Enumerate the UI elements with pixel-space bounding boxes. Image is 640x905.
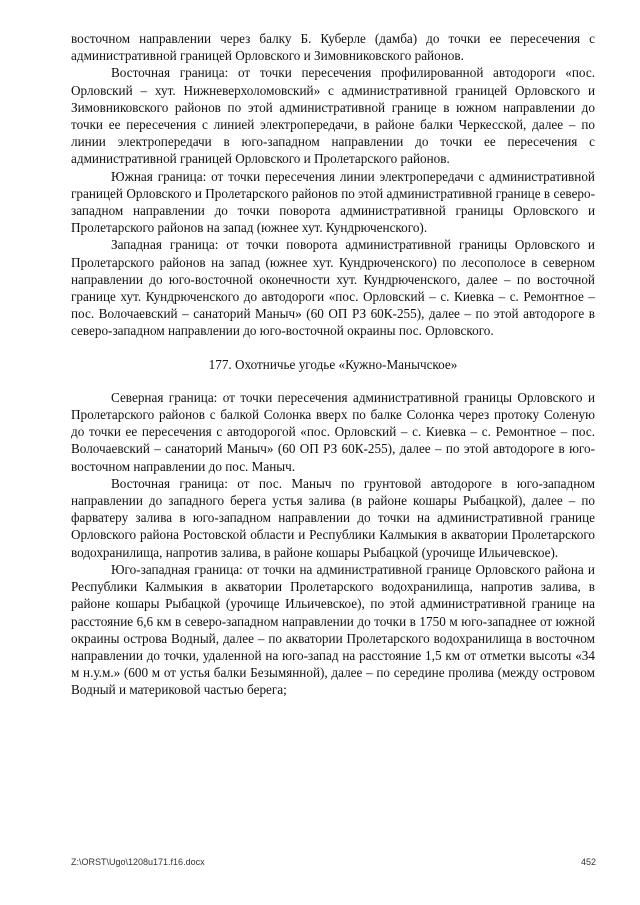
document-body [71,30,595,699]
paragraph: Юго-западная граница: от точки на административной границе Орловского района и Республики Калмыкия в акватории Пролетарского водохранилища, напротив залива, в районе кошары Рыбацкой (урочище Ильичевское), по этой административной границе на расстояние 6,6 км в северо-западном направлении до точки в 1750 м юго-западнее от южной окраины острова Водный, далее – по акватории Пролетарского водохранилища в восточном направлении до точки, удаленной на юго-запад на расстояние 1,5 км от отметки высоты «34 м н.у.м.» (600 м от устья балки Безымянной), далее – по середине пролива (между островом Водный и материковой частью берега; [71,561,595,698]
paragraph: Северная граница: от точки пересечения административной границы Орловского и Пролетарского районов с балкой Солонка вверх по балке Солонка через протоку Соленую до точки ее пересечения с автодорогой «пос. Орловский – с. Киевка – с. Ремонтное – пос. Волочаевский – санаторий Маныч» (60 ОП РЗ 60К-255), далее – по этой автодороге в юго-восточном направлении до пос. Маныч. [71,389,595,474]
footer-page-number: 452 [580,857,596,867]
paragraph: Западная граница: от точки поворота административной границы Орловского и Пролетарского районов на запад (южнее хут. Кундрюченского) по лесополосе в северном направлении до юго-восточной оконечности хут. Кундрюченского, далее – по восточной границе хут. Кундрюченского до автодороги «пос. Орловский – с. Киевка – с. Ремонтное – пос. Волочаевский – санаторий Маныч» (60 ОП РЗ 60К-255), далее – по этой автодороге в северо-западном направлении до юго-восточной окраины пос. Орловского. [71,237,595,339]
section-heading: 177. Охотничье угодье «Кужно-Манычское» [208,356,458,372]
footer-file-path: Z:\ORST\Ugo\1208u171.f16.docx [71,857,205,867]
paragraph: Восточная граница: от пос. Маныч по грунтовой автодороге в юго-западном направлении до западного берега устья залива (в районе кошары Рыбацкой), далее – по фарватеру залива в юго-западном направлении до точки на административной границе Орловского района Ростовской области и Республики Калмыкия в акватории Пролетарского водохранилища, напротив залива, в районе кошары Рыбацкой (урочище Ильичевское). [71,475,595,560]
paragraph: Южная граница: от точки пересечения линии электропередачи с административной границей Орловского и Пролетарского районов по этой административной границе в северо-западном направлении до точки поворота административной границы Орловского и Пролетарского районов на запад (южнее хут. Кундрюченского). [71,168,595,236]
paragraph: Восточная граница: от точки пересечения профилированной автодороги «пос. Орловский – хут. Нижневерхоломовский» с административной границей Орловского и Зимовниковского районов по этой административной границе в южном направлении до точки ее пересечения с линией электропередачи, в районе балки Черкесской, далее – по линии электропередачи в юго-западном направлении до точки ее пересечения с административной границей Орловского и Пролетарского районов. [71,65,595,167]
paragraph: восточном направлении через балку Б. Куберле (дамба) до точки ее пересечения с административной границей Орловского и Зимовниковского районов. [71,31,595,64]
